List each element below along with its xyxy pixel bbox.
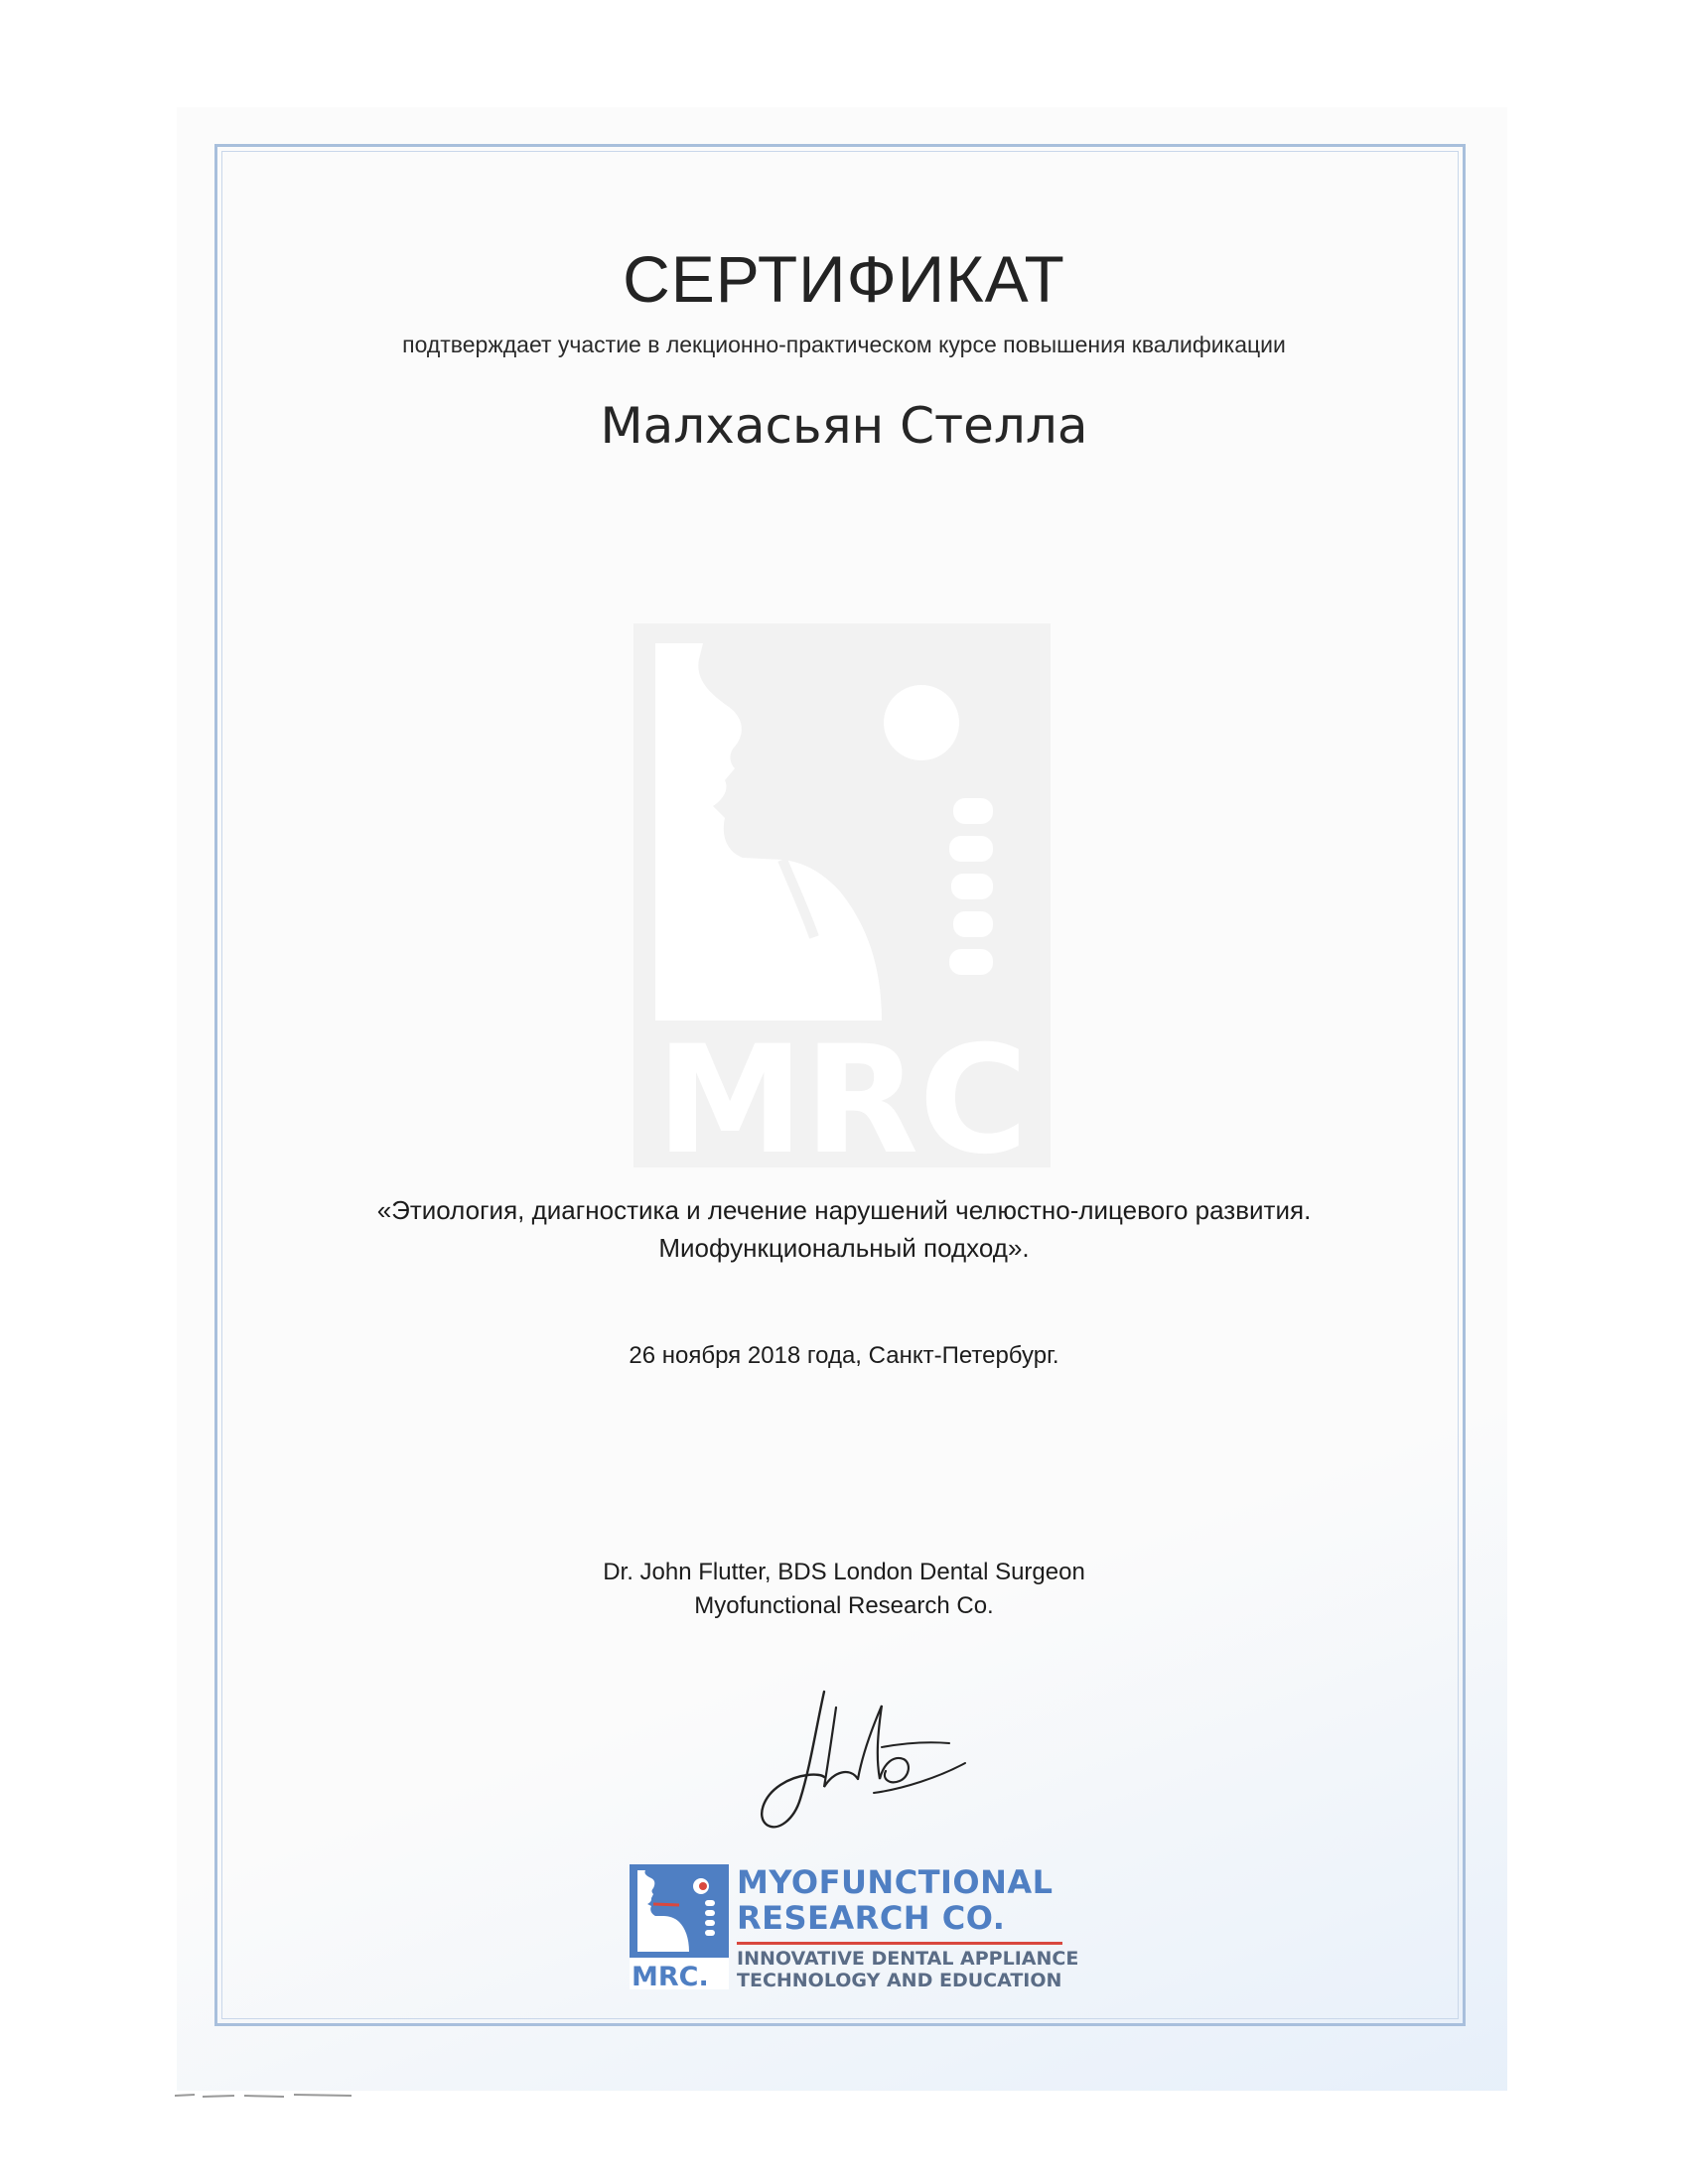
scan-edge-artifact xyxy=(175,2093,353,2099)
recipient-name: Малхасьян Стелла xyxy=(600,397,1088,455)
logo-text-block xyxy=(737,1863,1079,1991)
mrc-company-logo xyxy=(630,1863,1079,1991)
logo-line-1: MYOFUNCTIONAL xyxy=(737,1863,1054,1901)
course-title-line-2: Миофункциональный подход». xyxy=(658,1233,1030,1263)
logo-divider xyxy=(737,1942,1062,1945)
logo-line-2: RESEARCH CO. xyxy=(737,1899,1006,1937)
mrc-watermark-logo xyxy=(633,623,1051,1167)
signatory-organization: Myofunctional Research Co. xyxy=(694,1592,994,1619)
watermark-text: MRC xyxy=(655,1015,1029,1167)
signatory-name: Dr. John Flutter, BDS London Dental Surgeon xyxy=(603,1559,1085,1585)
logo-tagline-1: INNOVATIVE DENTAL APPLIANCE xyxy=(737,1948,1079,1970)
certificate-title: СЕРТИФИКАТ xyxy=(623,242,1065,316)
handwritten-signature xyxy=(755,1688,993,1837)
course-title-line-1: «Этиология, диагностика и лечение нарушений челюстно-лицевого развития. xyxy=(376,1195,1312,1225)
mrc-logo-mark xyxy=(630,1864,729,1989)
certificate-subtitle: подтверждает участие в лекционно-практическом курсе повышения квалификации xyxy=(402,332,1286,357)
logo-mark-text: MRC. xyxy=(632,1962,709,1989)
logo-tagline-2: TECHNOLOGY AND EDUCATION xyxy=(737,1970,1062,1991)
date-and-place: 26 ноября 2018 года, Санкт-Петербург. xyxy=(629,1342,1059,1369)
